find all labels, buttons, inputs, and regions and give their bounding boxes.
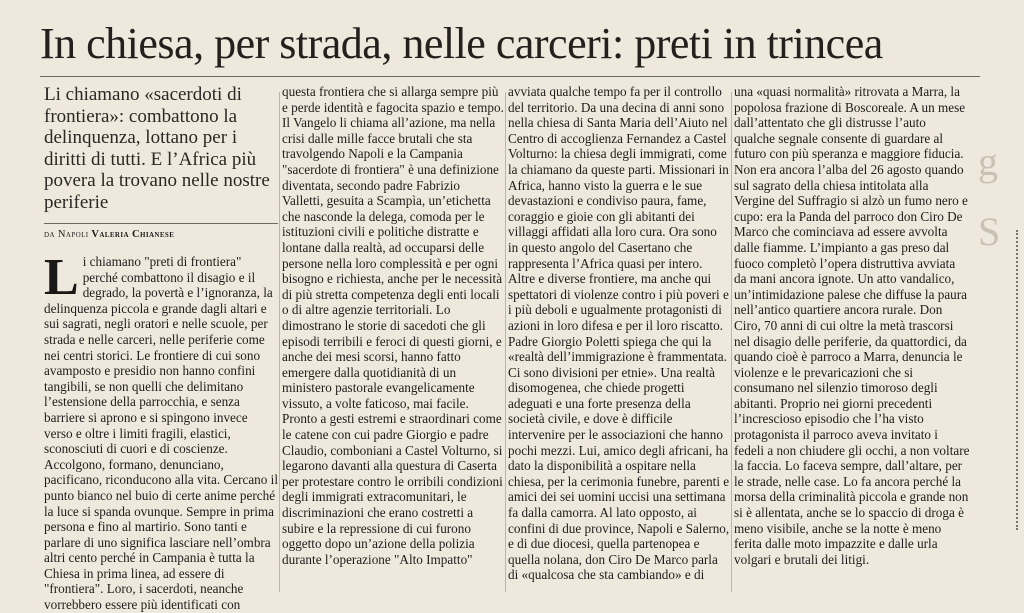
column-divider (505, 92, 506, 592)
article-body-part-1 (44, 249, 278, 613)
dotted-column-border (1016, 230, 1021, 530)
column-1 (44, 84, 278, 613)
column-4 (734, 84, 970, 604)
faded-letter-mark: S (978, 209, 1001, 254)
column-2-text: questa frontiera che si allarga sempre più e perde identità e fagocita spazio e tempo. Il Vangelo li chiama all’azione, ma nella crisi dalle mille facce brutali che sta travolgendo Napoli e la Campania "sacerdote di frontiera" è una definizione diventata, secondo padre Fabrizio Valletti, gesuita a Scampìa, un’etichetta che nasconde la delega, comoda per le istituzioni civili e politiche distratte e lontane dalla realtà, ad occuparsi delle persone nella loro complessità e per ogni bisogno e richiesta, anche per le necessità di più stretta competenza degli enti locali o di altre agenzie territoriali. Lo dimostrano le storie di sacedoti che gli episodi terribili e feroci di questi giorni, e anche dei mesi scorsi, hanno fatto emergere dalla quotidianità di un ministero pastorale evangelicamente vissuto, a volte faticoso, mai facile. Pronto a gesti estremi e straordinari come le catene con cui padre Giorgio e padre Claudio, comboniani a Castel Volturno, si legarono davanti alla questura di Caserta per protestare contro le orribili condizioni degli immigrati extracomunitari, le discriminazioni che erano costretti a subire e la repressione di cui furono oggetto dopo un’azione della polizia durante l’operazione "Alto Impatto" (282, 84, 504, 567)
drop-cap: L (44, 249, 79, 306)
faded-letter-mark: g (978, 139, 998, 184)
column-divider (279, 92, 280, 592)
headline: In chiesa, per strada, nelle carceri: preti in trincea (40, 19, 883, 68)
column-4-text: una «quasi normalità» ritrovata a Marra, la popolosa frazione di Boscoreale. A un mese dall’attentato che gli distrusse l’auto qualche segnale consente di guardare al futuro con più speranza e maggiore fiducia. Non era ancora l’alba del 26 agosto quando sul sagrato della chiesa intitolata alla Vergine del Suffragio si alzò un fumo nero e cupo: era la Panda del parroco don Ciro De Marco che cominciava ad essere avvolta dalle fiamme. L’impianto a gas preso dal fuoco completò l’opera distruttiva avviata da mani ancora ignote. Un atto vandalico, un’intimidazione palese che diffuse la paura nell’antico quartiere ancora rurale. Don Ciro, 70 anni di cui oltre la metà trascorsi nel disagio delle periferie, da quattordici, da quando cioè è parroco a Marra, denuncia le violenze e le prevaricazioni che si consumano nel silenzio timoroso degli abitanti. Proprio nei giorni precedenti l’increscioso episodio che l’ha visto protagonista il parroco aveva invitato i fedeli a non chiudere gli occhi, a non voltare la faccia. Lo faceva sempre, dall’altare, per le strade, nelle case. Lo fa ancora perché la morsa della criminalità piccola e grande non si è allentata, anche se lo spaccio di droga è meno visibile, anche se la notte è meno ferita dalle moto impazzite e dalle urla volgari e brutali dei litigi. (734, 84, 970, 567)
column-3-text: avviata qualche tempo fa per il controllo del territorio. Da una decina di anni sono nella chiesa di Santa Maria dell’Aiuto nel Centro di accoglienza Fernandez a Castel Volturno: la chiesa degli immigrati, come la chiamano da queste parti. Missionari in Africa, hanno visto la guerra e le sue devastazioni e condiviso paura, fame, coraggio e gioie con gli abitanti dei villaggi affidati alla loro cura. Ora sono in questo angolo del Casertano che rappresenta l’Africa quasi per intero. Altre e diverse frontiere, ma anche qui spettatori di violenze contro i più poveri e i più deboli e ugualmente protagonisti di azioni in loro difesa e per il loro riscatto. Padre Giorgio Poletti spiega che qui la «realtà dell’immigrazione è frammentata. Ci sono divisioni per etnie». Una realtà disomogenea, che chiede progetti adeguati e una forte presenza della società civile, e dove è difficile intervenire per le associazioni che hanno pochi mezzi. Lui, amico degli africani, ha dato la disponibilità a ospitare nella chiesa, per la cerimonia funebre, parenti e amici dei sei uomini uccisi una settimana fa dalla camorra. Al lato opposto, ai confini di due province, Napoli e Salerno, e di due diocesi, quella partenopea e quella nolana, don Ciro De Marco parla di «qualcosa che sta cambiando» e di (508, 84, 730, 583)
previous-article-bleed (0, 0, 1024, 14)
column-divider (731, 92, 732, 592)
column-3 (508, 84, 730, 604)
byline (44, 223, 278, 242)
standfirst: Li chiamano «sacerdoti di frontiera»: combattono la delinquenza, lottano per i diritti di tutti. E l’Africa più povera la trovano nelle nostre periferie (44, 84, 270, 213)
byline-author: Valeria Chianese (91, 229, 175, 240)
column-1-text: i chiamano "preti di frontiera" perché combattono il disagio e il degrado, la povertà e l’ignoranza, la delinquenza piccola e grande dagli altari e sui sagrati, negli oratori e nelle scuole, per strada e nelle carceri, nelle periferie come nei centri storici. Le frontiere di cui sono avamposto e presidio non hanno confini tangibili, se non quelli che delimitano l’estensione della parrocchia, e senza barriere si aprono e si spingono invece verso e oltre i limiti fragili, elastici, sconosciuti di cuori e di coscienze. Accolgono, formano, denunciano, pacificano, riconducono alla vita. Cercano il punto bianco nel buio di certe anime perché la luce si spanda ovunque. Sempre in prima persona e fino al martirio. Sono tanti e parlare di uno significa lasciare nell’ombra altri cento perché in Campania è tutta la Chiesa in prima linea, ad essere di "frontiera". Loro, i sacerdoti, neanche vorrebbero essere più identificati con (44, 254, 278, 613)
byline-location: da Napoli (44, 229, 89, 240)
column-2 (282, 84, 504, 604)
headline-rule (40, 76, 980, 77)
